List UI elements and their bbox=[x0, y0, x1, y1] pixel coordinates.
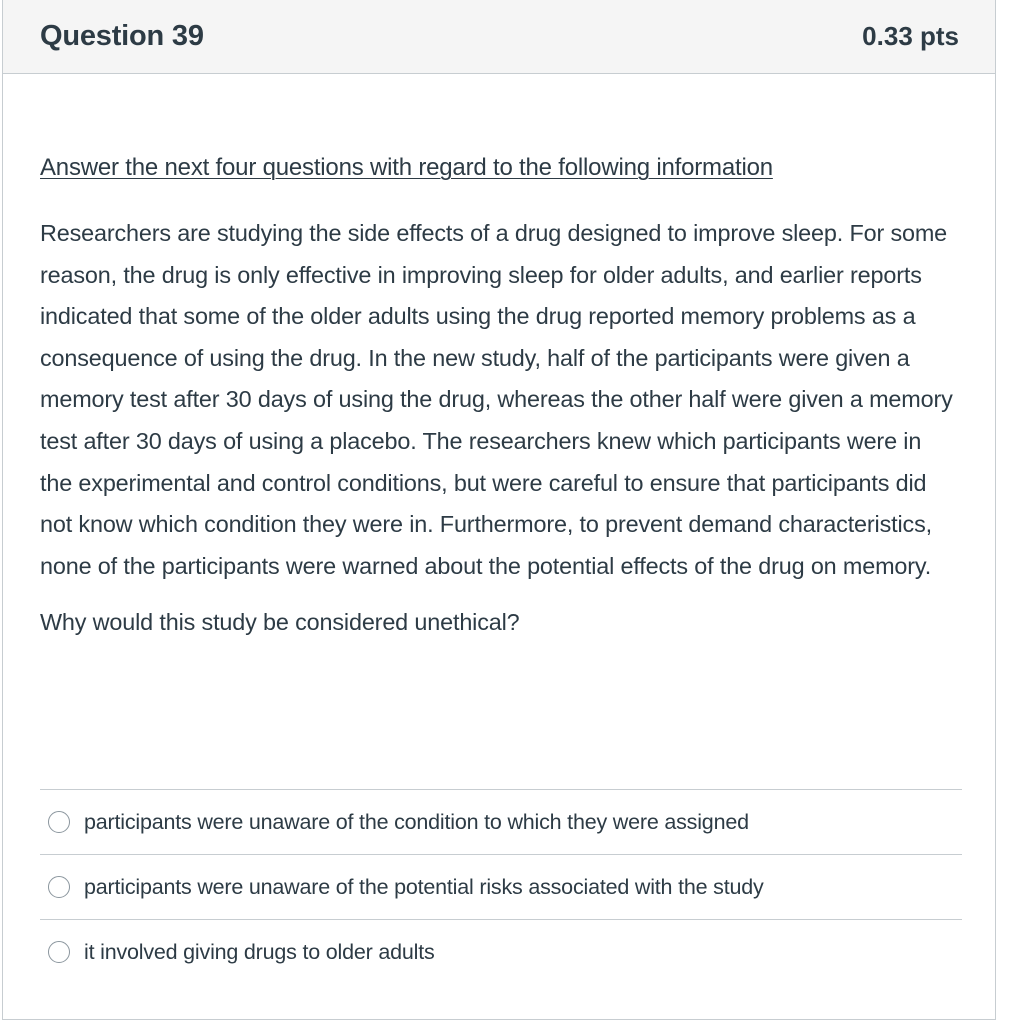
radio-button[interactable] bbox=[48, 941, 70, 963]
question-title: Question 39 bbox=[40, 20, 204, 52]
radio-button[interactable] bbox=[48, 811, 70, 833]
answer-list bbox=[40, 789, 962, 984]
question-header bbox=[3, 0, 995, 74]
answer-label[interactable]: participants were unaware of the condition to which they were assigned bbox=[84, 809, 749, 834]
answer-option[interactable] bbox=[40, 854, 962, 919]
scenario-paragraph: Researchers are studying the side effects of a drug designed to improve sleep. For some reason, the drug is only effective in improving sleep for older adults, and earlier reports indicated that some of the older adults using the drug reported memory problems as a consequence of using the drug. In the new study, half of the participants were given a memory test after 30 days of using the drug, whereas the other half were given a memory test after 30 days of using a placebo. The researchers knew which participants were in the experimental and control conditions, but were careful to ensure that participants did not know which condition they were in. Furthermore, to prevent demand characteristics, none of the participants were warned about the potential effects of the drug on memory. bbox=[40, 220, 953, 579]
question-points: 0.33 pts bbox=[862, 21, 959, 51]
answer-label[interactable]: it involved giving drugs to older adults bbox=[84, 939, 435, 964]
question-text bbox=[3, 74, 995, 639]
answer-option[interactable] bbox=[40, 919, 962, 984]
answer-option[interactable] bbox=[40, 789, 962, 854]
radio-button[interactable] bbox=[48, 876, 70, 898]
question-card bbox=[2, 0, 996, 1020]
question-prompt: Why would this study be considered unethical? bbox=[40, 609, 520, 636]
answer-label[interactable]: participants were unaware of the potential risks associated with the study bbox=[84, 874, 764, 899]
info-heading: Answer the next four questions with regard to the following information bbox=[40, 154, 773, 181]
